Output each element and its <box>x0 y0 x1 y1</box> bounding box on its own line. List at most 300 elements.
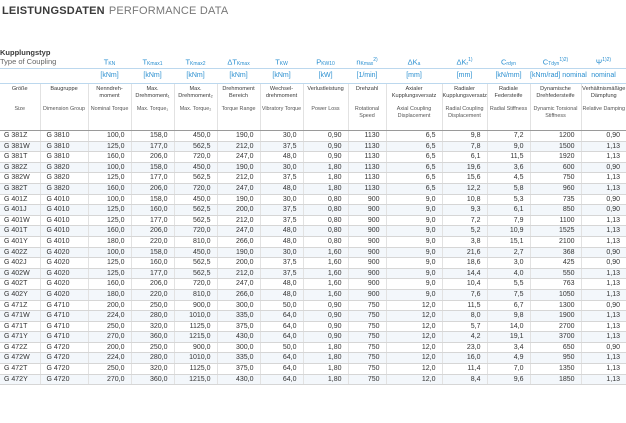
desc-de-group: Baugruppe <box>40 84 88 107</box>
cell-dka: 9,0 <box>386 247 442 258</box>
cell-nkmax: 750 <box>348 311 386 322</box>
cell-tkmax2: 810,0 <box>174 236 217 247</box>
cell-group: G 4010 <box>40 236 88 247</box>
cell-size: G 401Z <box>0 194 40 205</box>
table-row <box>0 236 626 247</box>
cell-psi: 0,90 <box>581 162 626 173</box>
cell-crdyn: 15,1 <box>487 236 530 247</box>
cell-psi: 1,13 <box>581 353 626 364</box>
symbol-main: ΔK <box>407 57 418 66</box>
cell-crdyn: 9,0 <box>487 141 530 152</box>
cell-tkw: 64,0 <box>260 321 303 332</box>
cell-psi: 0,90 <box>581 194 626 205</box>
desc-de-dka: Axialer Kupplungsversatz <box>386 84 442 107</box>
cell-dtkmax: 266,0 <box>217 289 260 300</box>
unit-group <box>40 69 88 84</box>
cell-psi: 0,90 <box>581 342 626 353</box>
cell-pkw: 1,80 <box>303 374 348 385</box>
symbol-superscript: 1) <box>468 56 473 63</box>
cell-group: G 4010 <box>40 205 88 216</box>
cell-crdyn: 5,8 <box>487 183 530 194</box>
cell-dtkmax: 375,0 <box>217 364 260 375</box>
cell-tkw: 37,5 <box>260 258 303 269</box>
cell-tkmax2: 720,0 <box>174 226 217 237</box>
symbol-ctdyn <box>530 44 581 69</box>
cell-tkw: 37,5 <box>260 205 303 216</box>
table-row <box>0 194 626 205</box>
cell-dkr: 18,6 <box>442 258 487 269</box>
cell-dka: 6,5 <box>386 183 442 194</box>
cell-dka: 9,0 <box>386 279 442 290</box>
unit-tkmax1: [kNm] <box>131 69 174 84</box>
cell-tkmax2: 810,0 <box>174 289 217 300</box>
cell-tkmax1: 360,0 <box>131 374 174 385</box>
cell-pkw: 1,60 <box>303 289 348 300</box>
coupling-type-en: Type of Coupling <box>0 57 57 66</box>
cell-tkmax2: 450,0 <box>174 131 217 142</box>
cell-tkmax2: 562,5 <box>174 258 217 269</box>
cell-tkmax1: 158,0 <box>131 131 174 142</box>
desc-de-tkn: Nenndreh-moment <box>88 84 131 107</box>
cell-dkr: 7,2 <box>442 215 487 226</box>
unit-dtkmax: [kNm] <box>217 69 260 84</box>
cell-crdyn: 3,6 <box>487 162 530 173</box>
cell-dtkmax: 212,0 <box>217 141 260 152</box>
cell-nkmax: 900 <box>348 205 386 216</box>
cell-psi: 1,13 <box>581 152 626 163</box>
cell-group: G 4720 <box>40 364 88 375</box>
cell-crdyn: 5,3 <box>487 194 530 205</box>
cell-pkw: 1,80 <box>303 342 348 353</box>
cell-dtkmax: 247,0 <box>217 183 260 194</box>
cell-tkmax1: 206,0 <box>131 279 174 290</box>
cell-tkmax2: 562,5 <box>174 268 217 279</box>
symbol-dkr <box>442 44 487 69</box>
cell-dka: 9,0 <box>386 289 442 300</box>
cell-crdyn: 2,7 <box>487 247 530 258</box>
cell-crdyn: 14,0 <box>487 321 530 332</box>
cell-tkw: 64,0 <box>260 332 303 343</box>
cell-nkmax: 1130 <box>348 152 386 163</box>
desc-de-psi: Verhältnismäßige Dämpfung <box>581 84 626 107</box>
symbol-main: n <box>356 57 361 66</box>
cell-ctdyn: 3700 <box>530 332 581 343</box>
cell-tkn: 125,0 <box>88 258 131 269</box>
symbol-main: T <box>185 57 191 66</box>
cell-group: G 4020 <box>40 289 88 300</box>
desc-de-crdyn: Radiale Federsteife <box>487 84 530 107</box>
desc-de-pkw: Verlustleistung <box>303 84 348 107</box>
cell-pkw: 0,90 <box>303 152 348 163</box>
cell-tkmax1: 177,0 <box>131 215 174 226</box>
symbol-tkmax2 <box>174 44 217 69</box>
symbol-subscript: a <box>417 61 421 67</box>
cell-ctdyn: 763 <box>530 279 581 290</box>
cell-dtkmax: 266,0 <box>217 236 260 247</box>
cell-dka: 12,0 <box>386 311 442 322</box>
cell-psi: 1,13 <box>581 141 626 152</box>
cell-size: G 401T <box>0 226 40 237</box>
cell-tkw: 30,0 <box>260 131 303 142</box>
cell-dtkmax: 300,0 <box>217 342 260 353</box>
cell-dtkmax: 335,0 <box>217 311 260 322</box>
cell-tkmax1: 160,0 <box>131 258 174 269</box>
cell-crdyn: 7,9 <box>487 215 530 226</box>
cell-psi: 1,13 <box>581 311 626 322</box>
cell-size: G 471W <box>0 311 40 322</box>
table-row <box>0 183 626 194</box>
cell-crdyn: 4,5 <box>487 173 530 184</box>
cell-tkmax2: 900,0 <box>174 300 217 311</box>
cell-dkr: 9,3 <box>442 205 487 216</box>
cell-tkmax1: 158,0 <box>131 194 174 205</box>
cell-group: G 4010 <box>40 215 88 226</box>
english-description-row <box>0 106 626 131</box>
cell-tkmax2: 720,0 <box>174 152 217 163</box>
cell-size: G 471Y <box>0 332 40 343</box>
desc-de-tkw: Wechsel-drehmoment <box>260 84 303 107</box>
cell-group: G 4710 <box>40 321 88 332</box>
symbol-tkmax1 <box>131 44 174 69</box>
cell-tkn: 270,0 <box>88 374 131 385</box>
cell-group: G 3810 <box>40 141 88 152</box>
cell-tkn: 160,0 <box>88 226 131 237</box>
symbol-main: P <box>316 57 322 66</box>
cell-pkw: 0,90 <box>303 311 348 322</box>
cell-tkn: 200,0 <box>88 300 131 311</box>
cell-dkr: 10,8 <box>442 194 487 205</box>
symbol-subscript: KW10 <box>321 61 335 67</box>
symbol-subscript: Kmax <box>360 61 374 67</box>
cell-tkmax2: 450,0 <box>174 162 217 173</box>
cell-group: G 4710 <box>40 332 88 343</box>
cell-nkmax: 900 <box>348 279 386 290</box>
cell-size: G 471T <box>0 321 40 332</box>
cell-pkw: 1,60 <box>303 279 348 290</box>
cell-nkmax: 1130 <box>348 162 386 173</box>
cell-size: G 401Y <box>0 236 40 247</box>
table-row <box>0 215 626 226</box>
cell-ctdyn: 1500 <box>530 141 581 152</box>
cell-psi: 1,13 <box>581 364 626 375</box>
desc-en-tkw: Vibratory Torque <box>260 106 303 131</box>
symbol-subscript: r <box>466 61 469 67</box>
unit-psi: nominal <box>581 69 626 84</box>
cell-size: G 402Y <box>0 289 40 300</box>
cell-tkmax2: 562,5 <box>174 141 217 152</box>
cell-tkn: 100,0 <box>88 247 131 258</box>
cell-dkr: 8,0 <box>442 311 487 322</box>
cell-nkmax: 900 <box>348 215 386 226</box>
cell-tkn: 100,0 <box>88 194 131 205</box>
cell-size: G 402W <box>0 268 40 279</box>
cell-dtkmax: 212,0 <box>217 268 260 279</box>
cell-psi: 0,90 <box>581 300 626 311</box>
desc-de-tkmax1: Max. Drehmoment₁ <box>131 84 174 107</box>
symbol-subscript: KW <box>279 61 288 67</box>
desc-en-size: Size <box>0 106 40 131</box>
cell-crdyn: 3,0 <box>487 258 530 269</box>
cell-tkmax1: 220,0 <box>131 289 174 300</box>
table-row <box>0 289 626 300</box>
cell-pkw: 0,80 <box>303 236 348 247</box>
cell-psi: 1,13 <box>581 289 626 300</box>
cell-tkmax2: 1215,0 <box>174 332 217 343</box>
cell-dkr: 6,1 <box>442 152 487 163</box>
cell-psi: 1,13 <box>581 183 626 194</box>
cell-crdyn: 6,7 <box>487 300 530 311</box>
cell-dka: 12,0 <box>386 332 442 343</box>
symbol-psi <box>581 44 626 69</box>
cell-group: G 4010 <box>40 194 88 205</box>
cell-nkmax: 750 <box>348 374 386 385</box>
symbol-tkw <box>260 44 303 69</box>
cell-group: G 4020 <box>40 268 88 279</box>
cell-pkw: 0,80 <box>303 226 348 237</box>
cell-tkmax2: 1125,0 <box>174 321 217 332</box>
cell-tkmax2: 562,5 <box>174 173 217 184</box>
german-description-row <box>0 84 626 107</box>
desc-en-group: Dimension Group <box>40 106 88 131</box>
cell-tkn: 100,0 <box>88 162 131 173</box>
cell-nkmax: 900 <box>348 289 386 300</box>
cell-crdyn: 4,9 <box>487 353 530 364</box>
table-row <box>0 353 626 364</box>
cell-dkr: 5,2 <box>442 226 487 237</box>
cell-group: G 3820 <box>40 162 88 173</box>
cell-tkmax1: 160,0 <box>131 205 174 216</box>
symbol-main: C <box>542 57 549 66</box>
cell-nkmax: 750 <box>348 364 386 375</box>
cell-crdyn: 4,0 <box>487 268 530 279</box>
cell-ctdyn: 1300 <box>530 300 581 311</box>
symbol-superscript: 1)2) <box>559 56 569 63</box>
table-row <box>0 332 626 343</box>
cell-nkmax: 750 <box>348 353 386 364</box>
cell-dka: 9,0 <box>386 268 442 279</box>
cell-psi: 0,90 <box>581 131 626 142</box>
cell-tkw: 48,0 <box>260 152 303 163</box>
table-row <box>0 131 626 142</box>
cell-group: G 4720 <box>40 342 88 353</box>
performance-table <box>0 44 626 385</box>
cell-tkn: 250,0 <box>88 321 131 332</box>
table-row <box>0 226 626 237</box>
cell-size: G 402Z <box>0 247 40 258</box>
cell-psi: 0,90 <box>581 205 626 216</box>
cell-tkmax1: 158,0 <box>131 162 174 173</box>
cell-nkmax: 1130 <box>348 131 386 142</box>
cell-dkr: 11,5 <box>442 300 487 311</box>
cell-tkmax2: 1215,0 <box>174 374 217 385</box>
cell-tkmax1: 177,0 <box>131 141 174 152</box>
cell-nkmax: 1130 <box>348 141 386 152</box>
cell-ctdyn: 960 <box>530 183 581 194</box>
cell-tkw: 48,0 <box>260 289 303 300</box>
table-row <box>0 268 626 279</box>
cell-psi: 1,13 <box>581 279 626 290</box>
cell-tkmax2: 720,0 <box>174 183 217 194</box>
cell-tkmax1: 250,0 <box>131 300 174 311</box>
cell-tkw: 64,0 <box>260 374 303 385</box>
cell-tkw: 50,0 <box>260 300 303 311</box>
symbol-subscript: rdyn <box>506 61 517 67</box>
cell-crdyn: 7,2 <box>487 131 530 142</box>
cell-group: G 4020 <box>40 279 88 290</box>
cell-dtkmax: 247,0 <box>217 226 260 237</box>
cell-tkn: 224,0 <box>88 311 131 322</box>
cell-dka: 9,0 <box>386 226 442 237</box>
cell-pkw: 1,80 <box>303 353 348 364</box>
cell-ctdyn: 2700 <box>530 321 581 332</box>
cell-nkmax: 900 <box>348 258 386 269</box>
cell-tkn: 160,0 <box>88 279 131 290</box>
cell-tkmax1: 177,0 <box>131 173 174 184</box>
cell-tkn: 125,0 <box>88 205 131 216</box>
cell-pkw: 1,80 <box>303 173 348 184</box>
table-row <box>0 173 626 184</box>
cell-tkmax1: 280,0 <box>131 311 174 322</box>
table-row <box>0 300 626 311</box>
cell-nkmax: 900 <box>348 194 386 205</box>
symbol-main: T <box>142 57 148 66</box>
cell-tkmax2: 562,5 <box>174 205 217 216</box>
desc-de-tkmax2: Max. Drehmoment₂ <box>174 84 217 107</box>
table-row <box>0 247 626 258</box>
desc-en-psi: Relative Damping <box>581 106 626 131</box>
cell-psi: 1,13 <box>581 321 626 332</box>
cell-dka: 12,0 <box>386 321 442 332</box>
symbol-subscript: Kmax1 <box>147 61 163 67</box>
coupling-type-de: Kupplungstyp <box>0 48 51 57</box>
cell-dtkmax: 335,0 <box>217 353 260 364</box>
cell-dka: 6,5 <box>386 162 442 173</box>
cell-nkmax: 750 <box>348 321 386 332</box>
cell-pkw: 0,90 <box>303 321 348 332</box>
page-title <box>2 5 228 17</box>
cell-crdyn: 10,9 <box>487 226 530 237</box>
cell-psi: 1,13 <box>581 215 626 226</box>
cell-dkr: 5,7 <box>442 321 487 332</box>
cell-dkr: 12,2 <box>442 183 487 194</box>
cell-tkmax1: 206,0 <box>131 226 174 237</box>
cell-pkw: 0,90 <box>303 131 348 142</box>
cell-pkw: 1,60 <box>303 268 348 279</box>
unit-pkw: [kW] <box>303 69 348 84</box>
cell-dtkmax: 190,0 <box>217 194 260 205</box>
cell-size: G 381Z <box>0 131 40 142</box>
cell-nkmax: 900 <box>348 226 386 237</box>
cell-crdyn: 3,4 <box>487 342 530 353</box>
cell-nkmax: 1130 <box>348 173 386 184</box>
symbol-crdyn <box>487 44 530 69</box>
cell-tkmax2: 720,0 <box>174 279 217 290</box>
cell-size: G 401W <box>0 215 40 226</box>
cell-dtkmax: 200,0 <box>217 258 260 269</box>
desc-de-size: Größe <box>11 86 28 92</box>
symbol-main: ΔT <box>227 57 237 66</box>
cell-tkmax1: 320,0 <box>131 321 174 332</box>
cell-tkw: 48,0 <box>260 226 303 237</box>
cell-dkr: 21,6 <box>442 247 487 258</box>
cell-tkn: 160,0 <box>88 183 131 194</box>
cell-tkw: 48,0 <box>260 236 303 247</box>
symbol-header-row <box>0 44 626 69</box>
symbol-dka <box>386 44 442 69</box>
cell-pkw: 0,80 <box>303 215 348 226</box>
cell-ctdyn: 425 <box>530 258 581 269</box>
cell-size: G 402J <box>0 258 40 269</box>
cell-psi: 1,13 <box>581 173 626 184</box>
unit-nkmax: [1/min] <box>348 69 386 84</box>
units-row <box>0 69 626 84</box>
cell-dkr: 9,8 <box>442 131 487 142</box>
cell-dtkmax: 430,0 <box>217 332 260 343</box>
cell-psi: 0,90 <box>581 247 626 258</box>
cell-size: G 381W <box>0 141 40 152</box>
cell-tkn: 125,0 <box>88 173 131 184</box>
cell-dkr: 16,0 <box>442 353 487 364</box>
cell-tkmax1: 177,0 <box>131 268 174 279</box>
cell-ctdyn: 600 <box>530 162 581 173</box>
cell-tkw: 37,5 <box>260 215 303 226</box>
cell-ctdyn: 550 <box>530 268 581 279</box>
cell-dtkmax: 212,0 <box>217 215 260 226</box>
cell-tkw: 64,0 <box>260 353 303 364</box>
unit-tkmax2: [kNm] <box>174 69 217 84</box>
cell-tkn: 180,0 <box>88 289 131 300</box>
cell-tkw: 37,5 <box>260 141 303 152</box>
coupling-type-label <box>0 44 88 69</box>
desc-en-pkw: Power Loss <box>303 106 348 131</box>
unit-crdyn: [kN/mm] <box>487 69 530 84</box>
cell-tkn: 200,0 <box>88 342 131 353</box>
cell-psi: 1,13 <box>581 226 626 237</box>
cell-dkr: 14,4 <box>442 268 487 279</box>
desc-en-nkmax: Rotational Speed <box>348 106 386 131</box>
cell-pkw: 1,80 <box>303 183 348 194</box>
cell-group: G 4020 <box>40 247 88 258</box>
cell-tkn: 100,0 <box>88 131 131 142</box>
cell-dkr: 15,6 <box>442 173 487 184</box>
title-english: PERFORMANCE DATA <box>108 5 229 17</box>
cell-size: G 472Y <box>0 374 40 385</box>
table-row <box>0 205 626 216</box>
cell-tkw: 50,0 <box>260 342 303 353</box>
cell-crdyn: 5,5 <box>487 279 530 290</box>
cell-tkmax1: 220,0 <box>131 236 174 247</box>
cell-dka: 6,5 <box>386 131 442 142</box>
cell-ctdyn: 368 <box>530 247 581 258</box>
cell-tkmax2: 450,0 <box>174 194 217 205</box>
unit-tkw: [kNm] <box>260 69 303 84</box>
desc-en-tkmax1: Max. Torque₁ <box>131 106 174 131</box>
cell-dka: 6,5 <box>386 173 442 184</box>
cell-dkr: 3,8 <box>442 236 487 247</box>
table-row <box>0 258 626 269</box>
cell-crdyn: 7,0 <box>487 364 530 375</box>
cell-dkr: 23,0 <box>442 342 487 353</box>
desc-de-dkr: Radialer Kupplungsversatz <box>442 84 487 107</box>
cell-nkmax: 1130 <box>348 183 386 194</box>
cell-tkw: 48,0 <box>260 183 303 194</box>
desc-de-dtkmax: Drehmoment Bereich <box>217 84 260 107</box>
cell-tkw: 48,0 <box>260 279 303 290</box>
table-row <box>0 279 626 290</box>
symbol-main: ΔK <box>456 57 467 66</box>
cell-tkmax2: 900,0 <box>174 342 217 353</box>
cell-dka: 9,0 <box>386 215 442 226</box>
